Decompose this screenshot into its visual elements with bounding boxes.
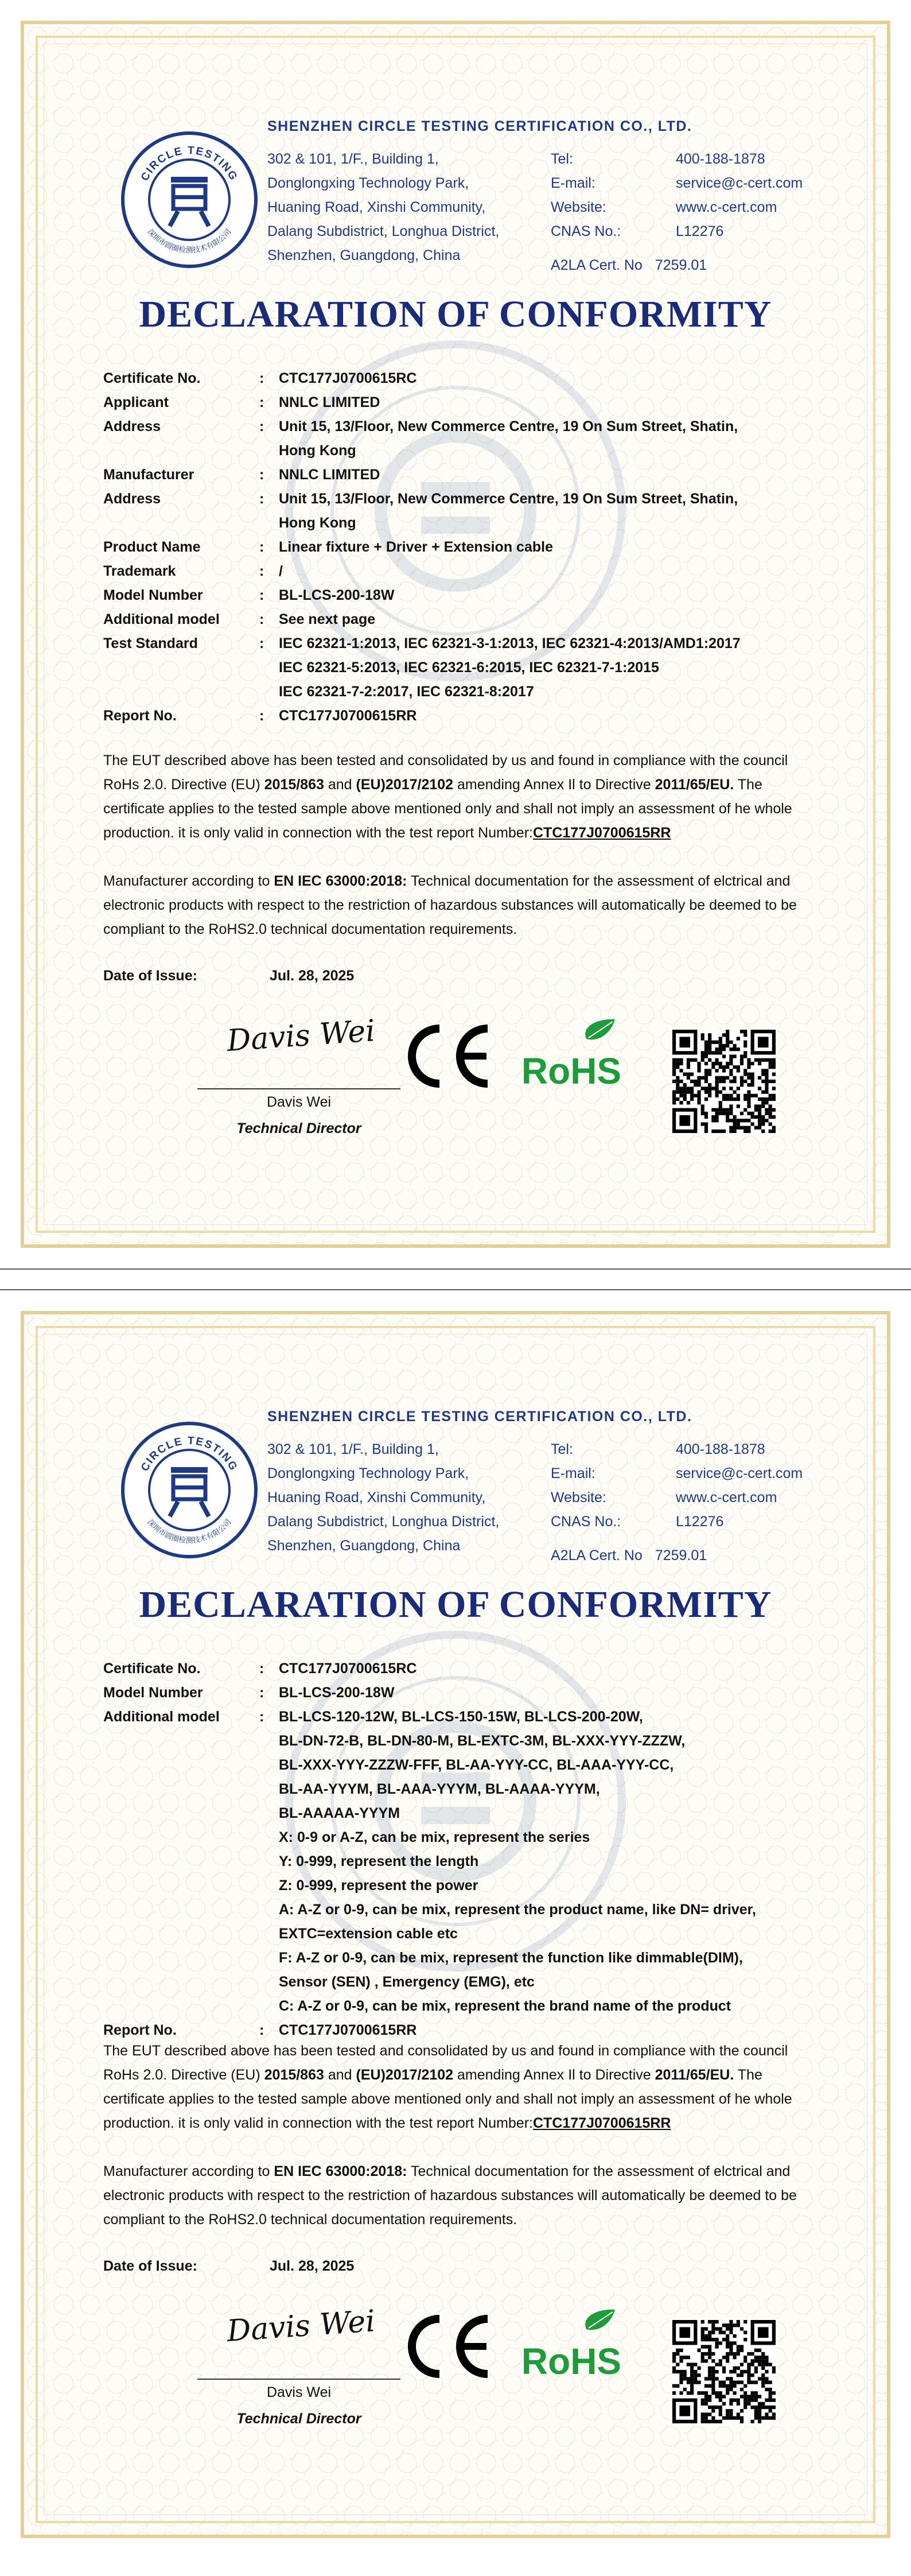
- field-row: Report No. : CTC177J0700615RR: [103, 708, 417, 724]
- rohs-logo-icon: [514, 1017, 629, 1092]
- page-separator: [0, 1268, 911, 1290]
- certificate-fields: [103, 366, 826, 728]
- compliance-statement: The EUT described above has been tested and consolidated by us and found in compliance with the council RoHs 2.0. Directive (EU) 2015/863 and (EU)2017/2102 amending Annex Il to Directive 2011/65/EU. The certificate applies to the tested sample above mentioned only and shall not imply an assessment of he whole production. it is only valid in connection with the test report Number:CTC177J0700615RR: [103, 752, 792, 841]
- field-row: Model Number : BL-LCS-200-18W: [103, 1685, 395, 1701]
- field-row: Test Standard : IEC 62321-1:2013, IEC 62321-3-1:2013, IEC 62321-4:2013/AMD1:2017 IEC 62321-5:2013, IEC 62321-6:2015, IEC 62321-7-1:2015 IEC 62321-7-2:2017, IEC 62321-8:2017: [103, 635, 741, 700]
- field-row: Report No. : CTC177J0700615RR: [103, 2022, 417, 2038]
- signer-name: Davis Wei: [266, 2384, 332, 2400]
- svg-text:CIRCLE TESTING: CIRCLE TESTING: [139, 144, 240, 183]
- company-name: SHENZHEN CIRCLE TESTING CERTIFICATION CO., LTD.: [267, 1409, 692, 1425]
- qr-code-icon: [672, 1030, 776, 1133]
- ce-mark-icon: [402, 2313, 492, 2380]
- field-row: Address : Unit 15, 13/Floor, New Commerce Centre, 19 On Sum Street, Shatin, Hong Kong: [103, 491, 738, 531]
- rohs-statement: Manufacturer according to EN IEC 63000:2018: Technical documentation for the assessment of elctrical and electronic products with respect to the restriction of hazardous substances will automatically be deemed to be compliant to the RoHS2.0 technical documentation requirements.: [103, 873, 797, 937]
- signer-name: Davis Wei: [266, 1094, 332, 1110]
- svg-text:Davis Wei: Davis Wei: [225, 2304, 376, 2349]
- certificate-page-1: CIRCLE TESTING 深圳市圆圈检测技术有限公司 SHENZHEN CIRCLE TESTING CERTIFICATION CO., LTD. 302 & 101, 1/F., Building 1, Donglongxing Technology Park, Huaning Road, Xinshi Community, Dalang Subdistrict, Longhua District, Shenzhen, Guangdong, China Tel: 400-188-1878 E-mail: service@c-cert.com Website: www.c-cert.com CNAS No.: L12276 A2LA Cert. No 7259.01 DECLARATION OF CONFORMITY Certificate No. : CTC177J0700615RC Applicant : NNLC LIMITED Address : Unit 15, 13/Floor, New Commerce Centre, 19 On Sum Street, Shatin, Hong Kong Manufacturer : NNLC LIMITED Address : Unit 15, 13/Floor, New Commerce Centre, 19 On Sum Street, Shatin, Hong Kong Product Name : Linear fixture + Driver + Extension cable Trademark : / Model Number : BL-LCS-200-18W Additional model : See next page Test Standard : IEC 62321-1:2013, IEC 62321-3-1:2013, IEC 62321-4:2013/AMD1:2017 IEC 62321-5:2013, IEC 62321-6:2015, IEC 62321-7-1:2015 IEC 62321-7-2:2017, IEC 62321-8:2017 Report No. : CTC177J0700615RR The EUT described above has been tested and consolidated by us and found in compliance with the council RoHs 2.0. Directive (EU) 2015/863 and (EU)2017/2102 amending Annex Il to Directive 2011/65/EU. The certificate applies to the tested sample above mentioned only and shall not imply an assessment of he whole production. it is only valid in connection with the test report Number:CTC177J0700615RR Manufacturer according to EN IEC 63000:2018: Technical documentation for the assessment of elctrical and electronic products with respect to the restriction of hazardous substances will automatically be deemed to be compliant to the RoHS2.0 technical documentation requirements. Date of Issue: Jul. 28, 2025 Davis Wei Davis Wei Technical Director RoHS: [0, 0, 911, 1268]
- field-row: Manufacturer : NNLC LIMITED: [103, 467, 380, 483]
- signature-icon: [225, 2300, 376, 2352]
- field-row: Certificate No. : CTC177J0700615RC: [103, 370, 417, 386]
- company-seal-icon: [120, 131, 258, 269]
- svg-text:RoHS: RoHS: [521, 1050, 622, 1092]
- certificate-page-2: CIRCLE TESTING 深圳市圆圈检测技术有限公司 SHENZHEN CIRCLE TESTING CERTIFICATION CO., LTD. 302 & 101, 1/F., Building 1, Donglongxing Technology Park, Huaning Road, Xinshi Community, Dalang Subdistrict, Longhua District, Shenzhen, Guangdong, China Tel: 400-188-1878 E-mail: service@c-cert.com Website: www.c-cert.com CNAS No.: L12276 A2LA Cert. No 7259.01 DECLARATION OF CONFORMITY Certificate No. : CTC177J0700615RC Model Number : BL-LCS-200-18W Additional model : BL-LCS-120-12W, BL-LCS-150-15W, BL-LCS-200-20W, BL-DN-72-B, BL-DN-80-M, BL-EXTC-3M, BL-XXX-YYY-ZZZW, BL-XXX-YYY-ZZZW-FFF, BL-AA-YYY-CC, BL-AAA-YYY-CC, BL-AA-YYYM, BL-AAA-YYYM, BL-AAAA-YYYM, BL-AAAAA-YYYM X: 0-9 or A-Z, can be mix, represent the series Y: 0-999, represent the length Z: 0-999, represent the power A: A-Z or 0-9, can be mix, represent the product name, like DN= driver, EXTC=extension cable etc F: A-Z or 0-9, can be mix, represent the function like dimmable(DIM), Sensor (SEN) , Emergency (EMG), etc C: A-Z or 0-9, can be mix, represent the brand name of the product Report No. : CTC177J0700615RR The EUT described above has been tested and consolidated by us and found in compliance with the council RoHs 2.0. Directive (EU) 2015/863 and (EU)2017/2102 amending Annex Il to Directive 2011/65/EU. The certificate applies to the tested sample above mentioned only and shall not imply an assessment of he whole production. it is only valid in connection with the test report Number:CTC177J0700615RR Manufacturer according to EN IEC 63000:2018: Technical documentation for the assessment of elctrical and electronic products with respect to the restriction of hazardous substances will automatically be deemed to be compliant to the RoHS2.0 technical documentation requirements. Date of Issue: Jul. 28, 2025 Davis Wei Davis Wei Technical Director RoHS: [0, 1290, 911, 2559]
- svg-text:Davis Wei: Davis Wei: [225, 1014, 376, 1058]
- field-row: Trademark : /: [103, 563, 283, 579]
- signer-title: Technical Director: [236, 1120, 361, 1136]
- rohs-statement: Manufacturer according to EN IEC 63000:2018: Technical documentation for the assessment of elctrical and electronic products with respect to the restriction of hazardous substances will automatically be deemed to be compliant to the RoHS2.0 technical documentation requirements.: [103, 2163, 797, 2228]
- signer-title: Technical Director: [236, 2411, 361, 2427]
- ce-mark-icon: [402, 1023, 492, 1089]
- field-row: Address : Unit 15, 13/Floor, New Commerce Centre, 19 On Sum Street, Shatin, Hong Kong: [103, 418, 738, 459]
- signature-icon: [225, 1010, 376, 1062]
- certificate-fields: [103, 1656, 826, 2042]
- signature-line: [197, 1088, 400, 1089]
- company-seal-icon: [120, 1421, 258, 1559]
- issue-date: Date of Issue: Jul. 28, 2025: [103, 968, 355, 984]
- signature-line: [197, 2379, 400, 2380]
- svg-text:CIRCLE TESTING: CIRCLE TESTING: [139, 1434, 240, 1473]
- company-address: 302 & 101, 1/F., Building 1, Donglongxing Technology Park, Huaning Road, Xinshi Community, Dalang Subdistrict, Longhua District, Shenzhen, Guangdong, China: [267, 151, 500, 263]
- a2la-cert-number: A2LA Cert. No 7259.01: [551, 257, 707, 273]
- svg-text:深圳市圆圈检测技术有限公司: 深圳市圆圈检测技术有限公司: [145, 227, 233, 255]
- compliance-statement: The EUT described above has been tested and consolidated by us and found in compliance with the council RoHs 2.0. Directive (EU) 2015/863 and (EU)2017/2102 amending Annex Il to Directive 2011/65/EU. The certificate applies to the tested sample above mentioned only and shall not imply an assessment of he whole production. it is only valid in connection with the test report Number:CTC177J0700615RR: [103, 2043, 792, 2131]
- svg-text:RoHS: RoHS: [521, 2341, 622, 2382]
- qr-code-icon: [672, 2320, 776, 2423]
- field-row: Additional model : BL-LCS-120-12W, BL-LCS-150-15W, BL-LCS-200-20W, BL-DN-72-B, BL-DN-80-M, BL-EXTC-3M, BL-XXX-YYY-ZZZW, BL-XXX-YYY-ZZZW-FFF, BL-AA-YYY-CC, BL-AAA-YYY-CC, BL-AA-YYYM, BL-AAA-YYYM, BL-AAAA-YYYM, BL-AAAAA-YYYM X: 0-9 or A-Z, can be mix, represent the series Y: 0-999, represent the length Z: 0-999, represent the power A: A-Z or 0-9, can be mix, represent the product name, like DN= driver, EXTC=extension cable etc F: A-Z or 0-9, can be mix, represent the function like dimmable(DIM), Sensor (SEN) , Emergency (EMG), etc C: A-Z or 0-9, can be mix, represent the brand name of the product: [103, 1709, 756, 2014]
- svg-text:深圳市圆圈检测技术有限公司: 深圳市圆圈检测技术有限公司: [145, 1518, 233, 1545]
- field-row: Additional model : See next page: [103, 611, 376, 627]
- company-name: SHENZHEN CIRCLE TESTING CERTIFICATION CO., LTD.: [267, 118, 692, 134]
- field-row: Applicant : NNLC LIMITED: [103, 394, 380, 410]
- issue-date: Date of Issue: Jul. 28, 2025: [103, 2258, 355, 2274]
- document-title: DECLARATION OF CONFORMITY: [139, 1584, 772, 1625]
- a2la-cert-number: A2LA Cert. No 7259.01: [551, 1547, 707, 1564]
- rohs-logo-icon: [514, 2307, 629, 2382]
- field-row: Product Name : Linear fixture + Driver + Extension cable: [103, 539, 553, 555]
- field-row: Model Number : BL-LCS-200-18W: [103, 587, 395, 603]
- company-address: 302 & 101, 1/F., Building 1, Donglongxing Technology Park, Huaning Road, Xinshi Community, Dalang Subdistrict, Longhua District, Shenzhen, Guangdong, China: [267, 1441, 500, 1554]
- document-title: DECLARATION OF CONFORMITY: [139, 293, 772, 335]
- field-row: Certificate No. : CTC177J0700615RC: [103, 1661, 417, 1677]
